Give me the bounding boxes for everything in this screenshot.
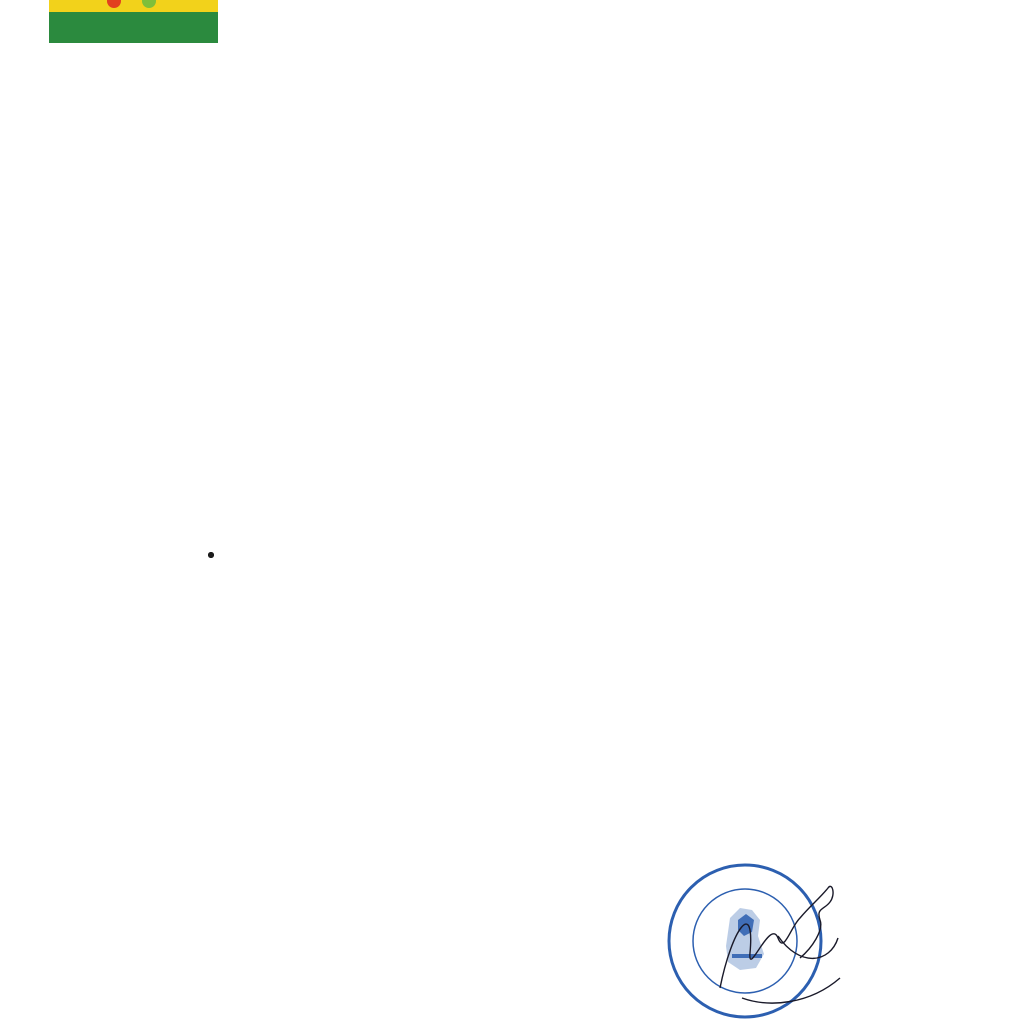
bullet-icon (208, 552, 214, 558)
official-stamp (660, 858, 850, 1024)
logo-banner (49, 0, 218, 12)
villes-villages-fleuris-logo (49, 0, 218, 43)
marianne-emblem (726, 908, 764, 970)
